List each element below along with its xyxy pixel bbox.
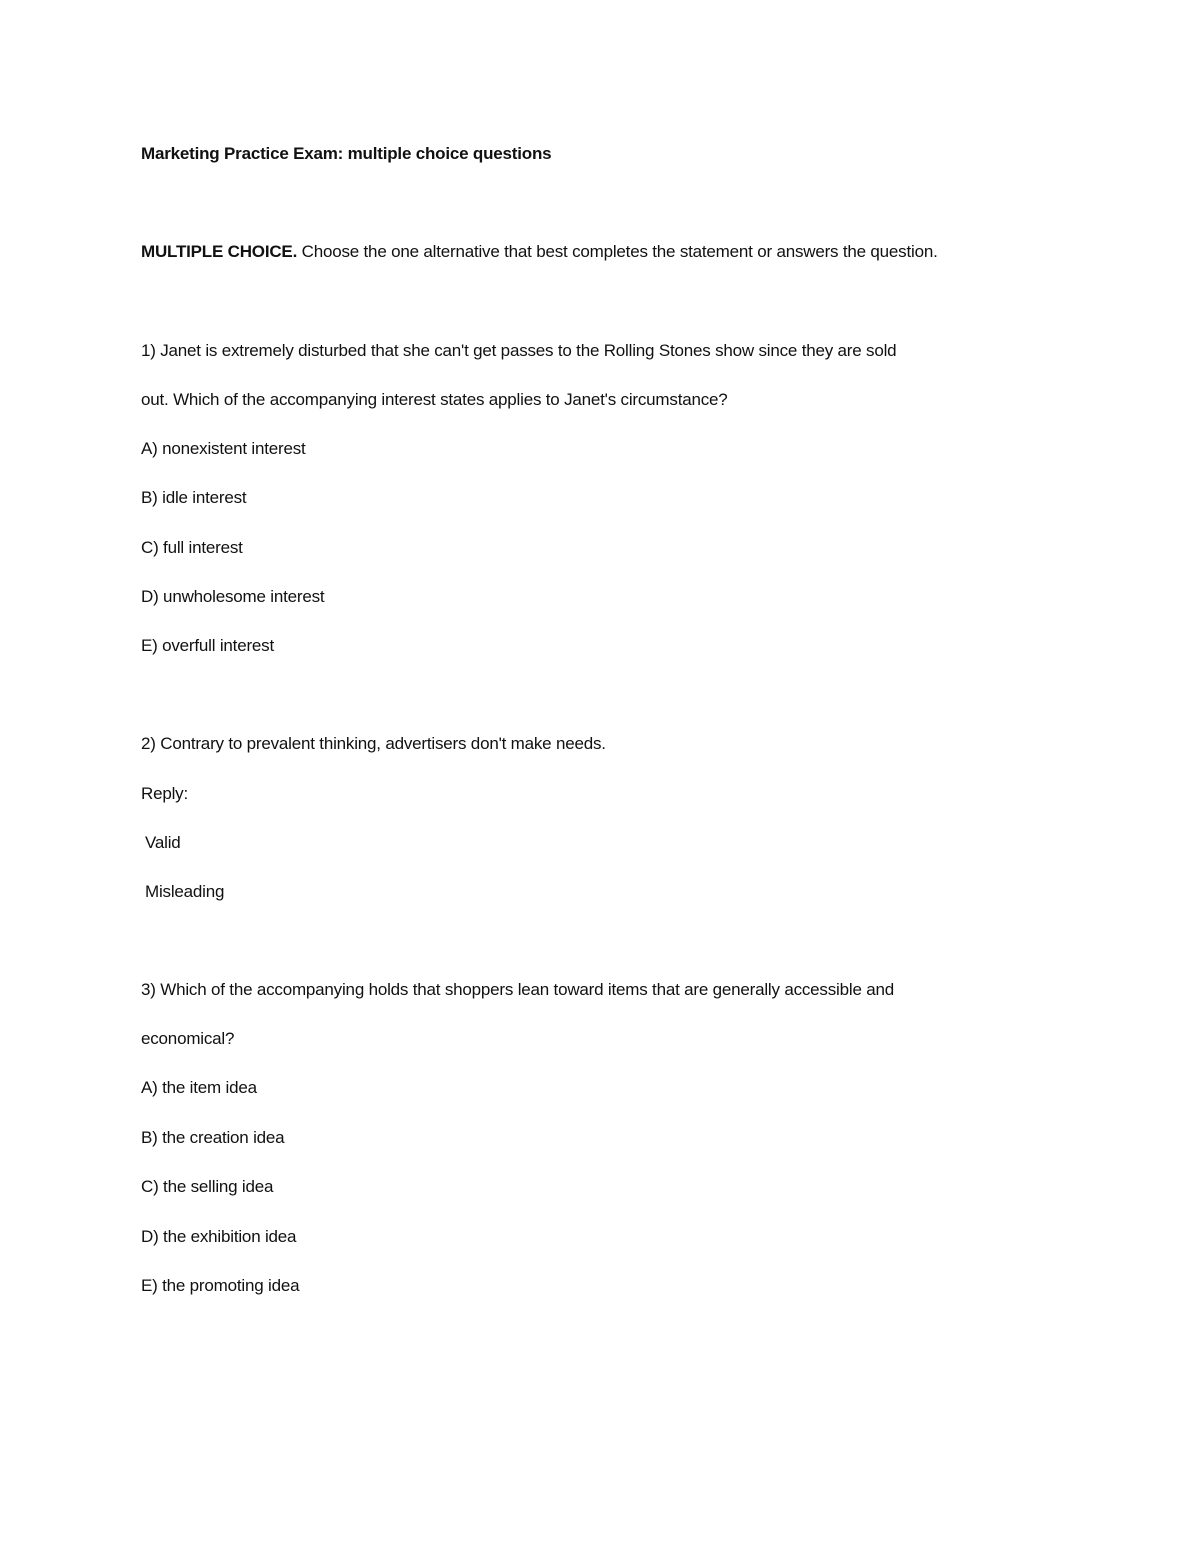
question-3-option-b: B) the creation idea — [141, 1128, 285, 1147]
page-title: Marketing Practice Exam: multiple choice questions — [141, 144, 552, 163]
question-1-option-d: D) unwholesome interest — [141, 587, 325, 606]
question-2-stem: 2) Contrary to prevalent thinking, advertisers don't make needs. — [141, 734, 606, 753]
question-1-stem-line-2: out. Which of the accompanying interest states applies to Janet's circumstance? — [141, 390, 728, 409]
question-1-option-b: B) idle interest — [141, 488, 247, 507]
question-3-stem-line-1: 3) Which of the accompanying holds that shoppers lean toward items that are generally accessible and — [141, 980, 894, 999]
question-1-option-e: E) overfull interest — [141, 636, 274, 655]
question-1-option-c: C) full interest — [141, 538, 243, 557]
question-2-reply-label: Reply: — [141, 784, 188, 803]
question-3-option-a: A) the item idea — [141, 1078, 257, 1097]
instructions-text: Choose the one alternative that best completes the statement or answers the question. — [297, 242, 938, 261]
question-3-stem-line-2: economical? — [141, 1029, 235, 1048]
question-1-stem-line-1: 1) Janet is extremely disturbed that she can't get passes to the Rolling Stones show since they are sold — [141, 341, 897, 360]
question-2-option-misleading: Misleading — [145, 882, 225, 901]
question-2-option-valid: Valid — [145, 833, 181, 852]
question-3-option-c: C) the selling idea — [141, 1177, 274, 1196]
question-1-option-a: A) nonexistent interest — [141, 439, 306, 458]
question-3-option-d: D) the exhibition idea — [141, 1227, 297, 1246]
instructions — [141, 241, 938, 263]
question-3-option-e: E) the promoting idea — [141, 1276, 300, 1295]
instructions-label: MULTIPLE CHOICE. — [141, 242, 298, 261]
